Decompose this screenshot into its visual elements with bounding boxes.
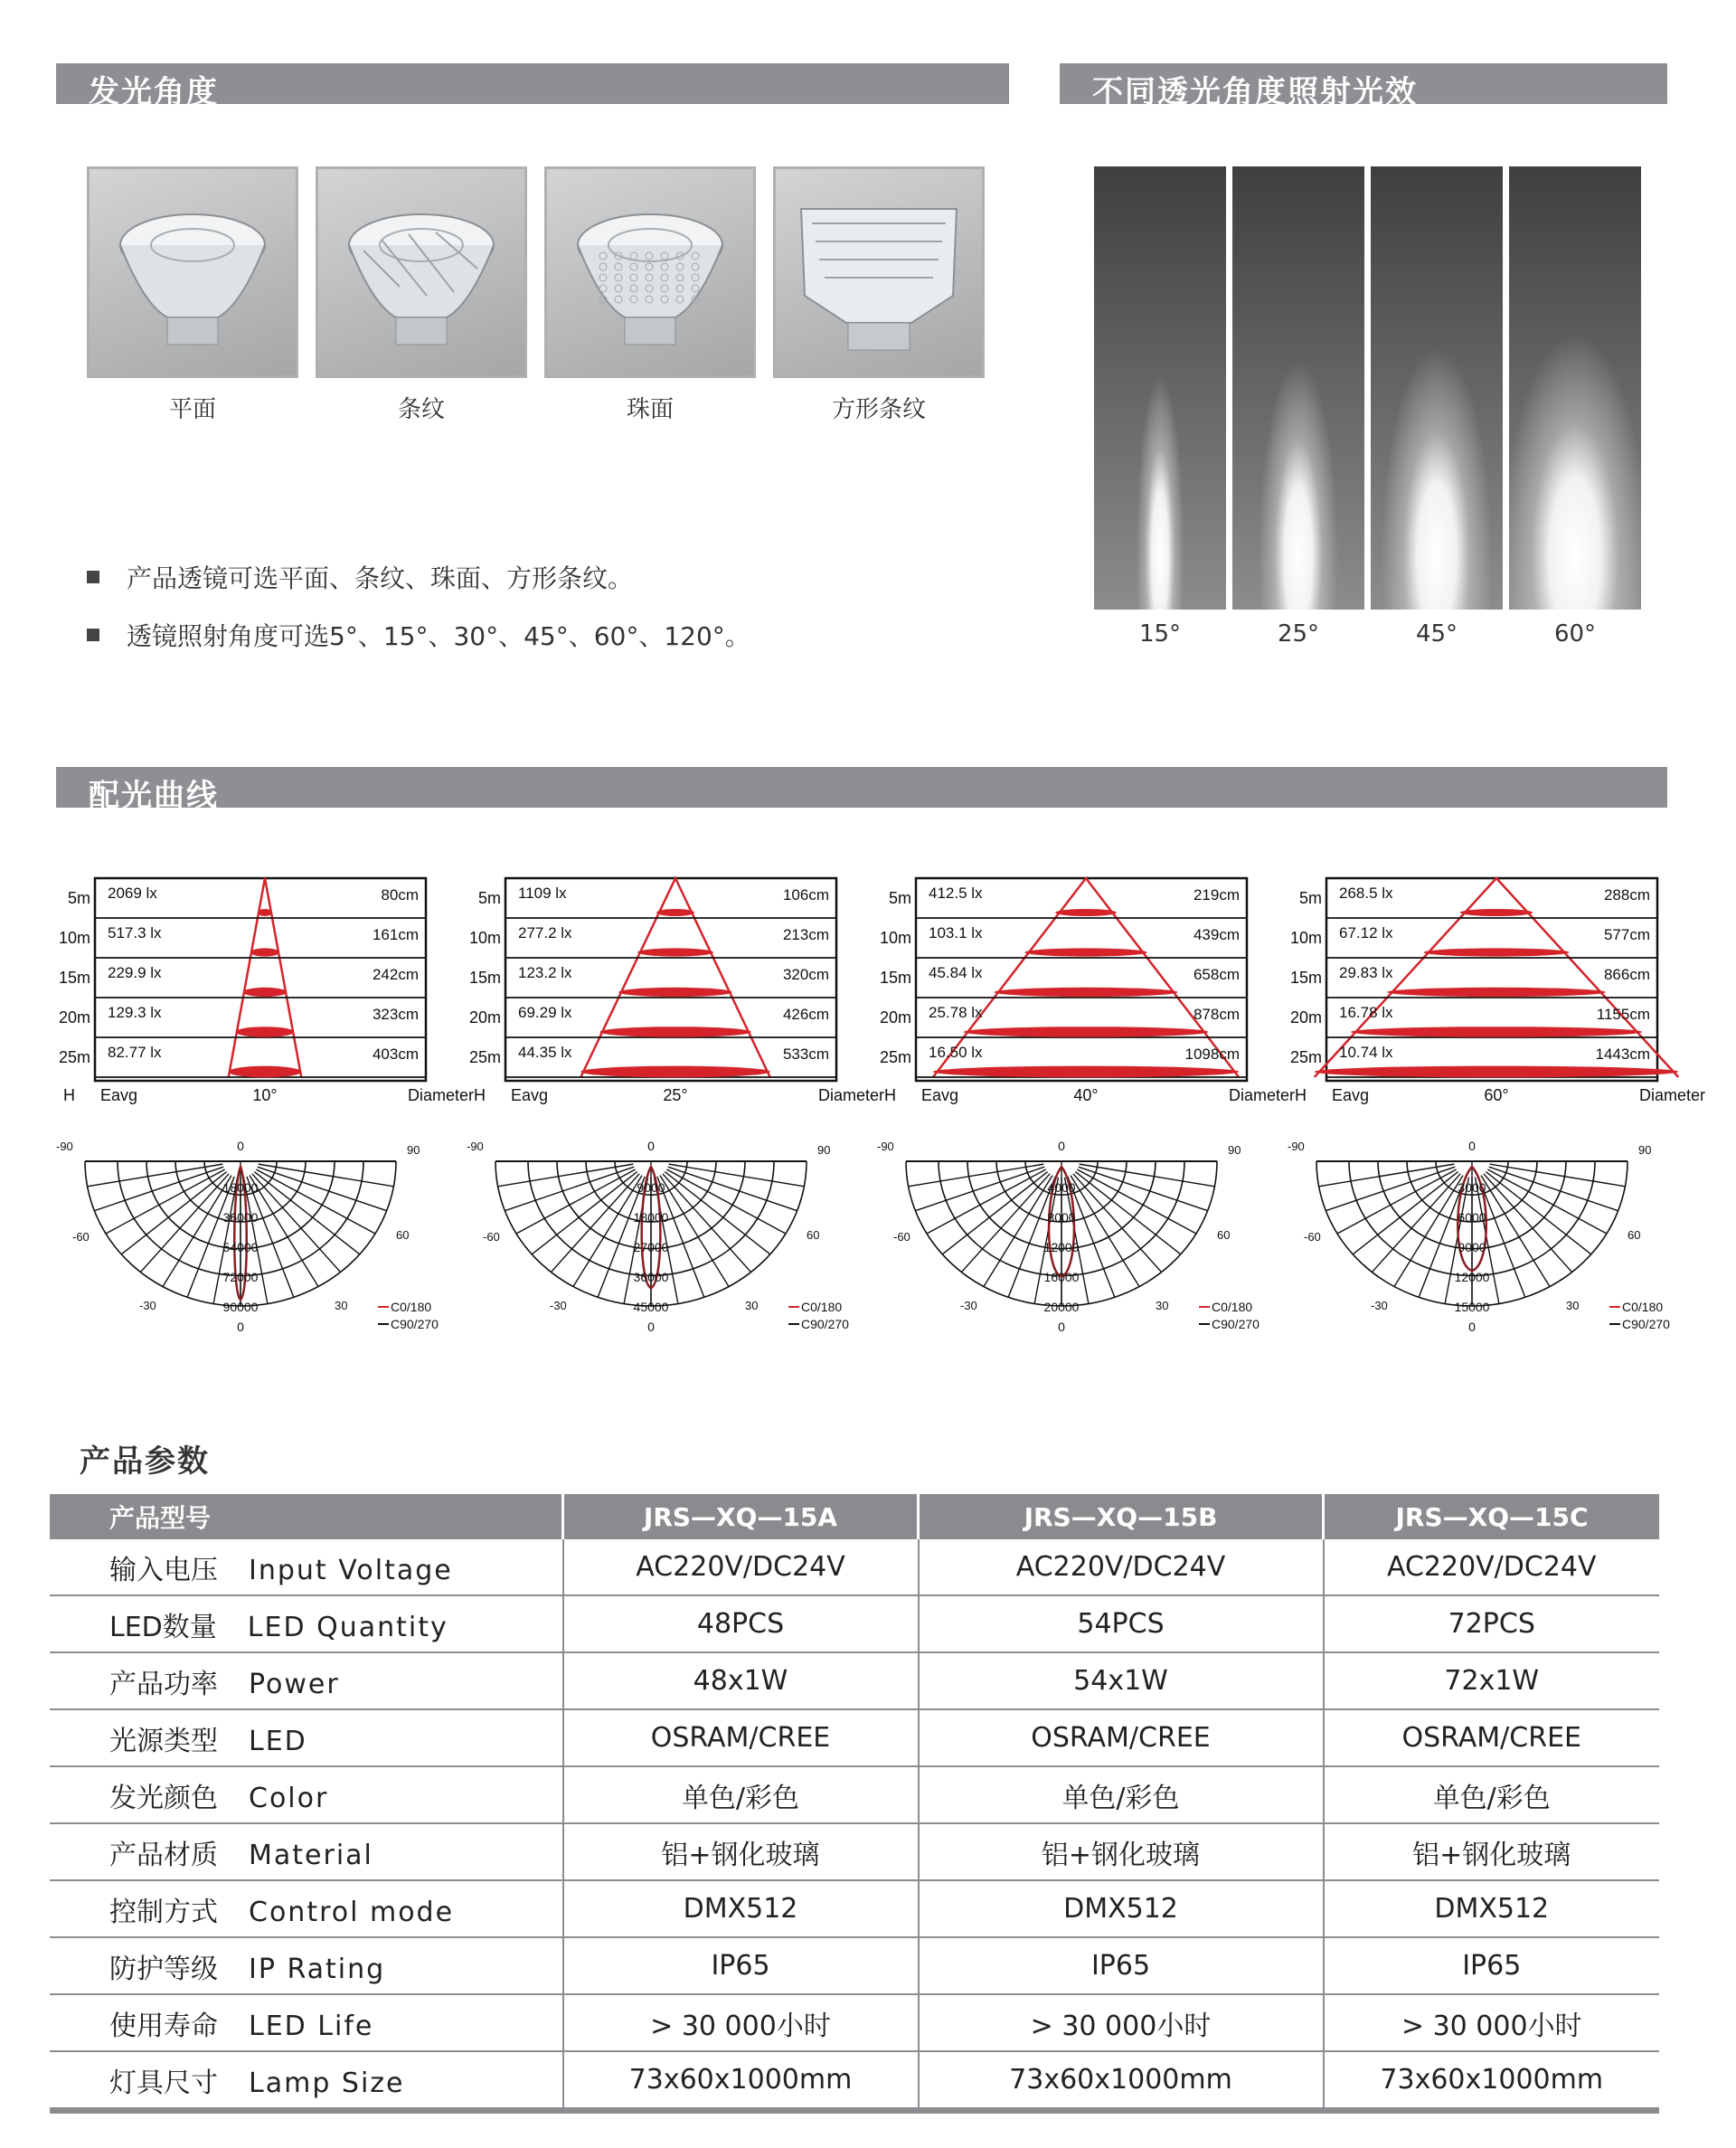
eavg-value: 16.78 lx <box>1339 1004 1393 1021</box>
height-label: 15m <box>1289 969 1322 987</box>
illuminance-ellipse <box>656 909 694 916</box>
lens-illustration <box>318 169 524 375</box>
polar-angle-label: -30 <box>139 1299 156 1312</box>
lens-photo <box>87 166 298 378</box>
illuminance-ellipse <box>1024 948 1146 956</box>
illuminance-ellipse <box>1387 988 1606 997</box>
header-15c: JRS—XQ—15C <box>1324 1494 1660 1539</box>
polar-spoke <box>106 1169 225 1234</box>
param-name-en: IP Rating <box>249 1953 386 1985</box>
polar-angle-label: 30 <box>745 1299 759 1312</box>
diameter-value: 106cm <box>782 886 829 904</box>
polar-angle-label: 60 <box>807 1228 820 1242</box>
diameter-value: 403cm <box>372 1046 419 1063</box>
polar-spoke <box>666 1169 786 1234</box>
height-label: 5m <box>888 889 911 907</box>
polar-angle-label: 30 <box>1566 1299 1580 1312</box>
bullet-square-icon <box>87 629 99 641</box>
illuminance-ellipse <box>258 909 272 916</box>
diameter-axis-label: Diameter <box>817 1086 884 1104</box>
lens-photo <box>316 166 527 378</box>
param-value: 48PCS <box>563 1595 919 1652</box>
illuminance-ellipse <box>964 1027 1209 1037</box>
param-name-cn: 光源类型 <box>109 1725 218 1757</box>
eavg-axis-label: Eavg <box>921 1086 959 1104</box>
param-value: > 30 000小时 <box>919 1994 1324 2051</box>
height-label: 15m <box>58 969 90 987</box>
eavg-value: 229.9 lx <box>108 964 162 981</box>
h-axis-label: H <box>1295 1086 1307 1104</box>
polar-angle-label: -90 <box>1288 1141 1305 1153</box>
diameter-value: 161cm <box>372 926 419 943</box>
param-value: 72PCS <box>1324 1595 1660 1652</box>
polar-angle-label: 0 <box>1058 1141 1065 1153</box>
param-name-en: LED <box>249 1725 307 1757</box>
param-value: 48x1W <box>563 1652 919 1709</box>
diameter-value: 242cm <box>372 966 419 983</box>
polar-angle-label: -60 <box>893 1230 910 1244</box>
param-name-cn: 输入电压 <box>109 1554 218 1586</box>
polar-spoke <box>256 1169 375 1234</box>
param-name-cell <box>50 2051 563 2111</box>
param-name-cn: 发光颜色 <box>109 1782 218 1814</box>
polar-chart <box>463 1141 888 1340</box>
legend-label: C0/180 <box>391 1300 432 1314</box>
h-axis-label: H <box>63 1086 75 1104</box>
diameter-axis-label: Diameter <box>1638 1086 1705 1104</box>
polar-angle-label: 60 <box>1217 1228 1231 1242</box>
param-value: 单色/彩色 <box>563 1766 919 1823</box>
polar-scale-label: 15000 <box>1454 1300 1490 1314</box>
param-name-cn: 产品功率 <box>109 1668 218 1700</box>
legend-label: C90/270 <box>391 1317 439 1331</box>
polar-spoke <box>1080 1164 1215 1187</box>
polar-angle-label: 0 <box>237 1141 244 1153</box>
diameter-value: 320cm <box>782 966 829 983</box>
illuminance-ellipse <box>580 1066 769 1078</box>
polar-spoke <box>573 1176 642 1287</box>
bullet-beam-angles <box>87 617 750 653</box>
polar-angle-label: -30 <box>1371 1299 1388 1312</box>
beam-photo <box>1371 166 1503 610</box>
polar-scale-label: 54000 <box>222 1240 259 1254</box>
polar-angle-label: 30 <box>335 1299 348 1312</box>
eavg-value: 44.35 lx <box>518 1044 572 1061</box>
beam-photo <box>1094 166 1226 610</box>
param-value: DMX512 <box>1324 1880 1660 1937</box>
polar-scale-label: 12000 <box>1454 1270 1490 1284</box>
polar-spoke <box>1487 1169 1607 1234</box>
polar-angle-label: -90 <box>877 1141 894 1153</box>
diameter-value: 288cm <box>1603 886 1650 904</box>
eavg-value: 103.1 lx <box>929 924 983 942</box>
height-label: 25m <box>1289 1048 1322 1066</box>
diameter-value: 323cm <box>372 1006 419 1023</box>
param-name-cn: 防护等级 <box>109 1953 218 1985</box>
header-model: 产品型号 <box>50 1494 563 1539</box>
polar-spoke <box>1077 1169 1196 1234</box>
diameter-value: 1155cm <box>1596 1006 1650 1023</box>
polar-spoke <box>498 1164 634 1187</box>
param-name-en: Power <box>249 1668 340 1700</box>
section-title-beam-effect: 不同透光角度照射光效 <box>1092 74 1418 110</box>
lens-photo <box>773 166 985 378</box>
eavg-value: 69.29 lx <box>518 1004 572 1021</box>
param-value: 54x1W <box>919 1652 1324 1709</box>
params-row <box>50 1709 1659 1766</box>
polar-scale-label: 16000 <box>1043 1270 1080 1284</box>
beam-angle-label: 60° <box>1553 620 1597 648</box>
height-label: 5m <box>67 889 90 907</box>
polar-chart <box>1284 1141 1709 1340</box>
params-row <box>50 1766 1659 1823</box>
param-value: 铝+钢化玻璃 <box>1324 1823 1660 1880</box>
lens-illustration <box>776 169 982 375</box>
polar-angle-label: 0 <box>647 1320 655 1334</box>
illuminance-ellipse <box>599 1027 750 1037</box>
eavg-axis-label: Eavg <box>100 1086 138 1104</box>
param-value: OSRAM/CREE <box>563 1709 919 1766</box>
header-15b: JRS—XQ—15B <box>919 1494 1324 1539</box>
params-row <box>50 1652 1659 1709</box>
polar-angle-label: -60 <box>483 1230 500 1244</box>
height-label: 10m <box>468 929 501 947</box>
param-value: 54PCS <box>919 1595 1324 1652</box>
distribution-chart <box>52 873 477 1108</box>
param-value: 铝+钢化玻璃 <box>919 1823 1324 1880</box>
beam-cone <box>580 878 769 1077</box>
eavg-value: 67.12 lx <box>1339 924 1393 942</box>
param-name-cn: LED数量 <box>109 1611 217 1643</box>
lens-photo <box>544 166 756 378</box>
height-label: 5m <box>1298 889 1322 907</box>
polar-scale-label: 18000 <box>633 1210 669 1225</box>
param-value: 72x1W <box>1324 1652 1660 1709</box>
param-value: AC220V/DC24V <box>563 1539 919 1595</box>
height-label: 10m <box>58 929 90 947</box>
param-name-cell <box>50 1595 563 1652</box>
bullet-lens-types <box>87 559 633 595</box>
params-row <box>50 1823 1659 1880</box>
polar-angle-label: -60 <box>1304 1230 1321 1244</box>
polar-spoke <box>88 1164 223 1187</box>
height-label: 20m <box>879 1008 911 1027</box>
param-name-cell <box>50 1994 563 2051</box>
polar-scale-label: 36000 <box>633 1270 669 1284</box>
section-title-distribution: 配光曲线 <box>89 778 219 814</box>
bullet-square-icon <box>87 571 99 583</box>
diameter-value: 866cm <box>1603 966 1650 983</box>
param-value: 单色/彩色 <box>919 1766 1324 1823</box>
beam-angle-label: 45° <box>1415 620 1458 648</box>
legend-label: C90/270 <box>1622 1317 1670 1331</box>
polar-spoke <box>669 1164 805 1187</box>
param-name-cell <box>50 1652 563 1709</box>
eavg-value: 29.83 lx <box>1339 964 1393 981</box>
param-name-en: Material <box>249 1839 373 1871</box>
param-name-en: Lamp Size <box>249 2067 405 2099</box>
legend-label: C90/270 <box>1212 1317 1260 1331</box>
polar-angle-label: 90 <box>407 1143 420 1157</box>
illuminance-ellipse <box>243 988 287 997</box>
polar-scale-label: 36000 <box>222 1210 259 1225</box>
legend-label: C0/180 <box>1622 1300 1664 1314</box>
params-row <box>50 1937 1659 1994</box>
eavg-value: 82.77 lx <box>108 1044 162 1061</box>
section-bar-emit-angle <box>56 63 1009 110</box>
polar-scale-label: 72000 <box>222 1270 259 1284</box>
params-header-row <box>50 1494 1659 1539</box>
lens-illustration <box>90 169 296 375</box>
param-value: IP65 <box>1324 1937 1660 1994</box>
eavg-value: 517.3 lx <box>108 924 162 942</box>
param-value: > 30 000小时 <box>563 1994 919 2051</box>
param-name-en: Input Voltage <box>249 1554 453 1586</box>
legend-label: C0/180 <box>801 1300 843 1314</box>
param-name-cn: 灯具尺寸 <box>109 2067 218 2099</box>
diameter-value: 577cm <box>1603 926 1650 943</box>
beam-angle-label: 15° <box>1138 620 1182 648</box>
height-label: 25m <box>879 1048 911 1066</box>
polar-angle-label: 90 <box>1228 1143 1241 1157</box>
param-value: IP65 <box>919 1937 1324 1994</box>
illuminance-ellipse <box>995 988 1178 997</box>
polar-scale-label: 6000 <box>1458 1210 1486 1225</box>
eavg-value: 268.5 lx <box>1339 885 1393 902</box>
params-row <box>50 1880 1659 1937</box>
illuminance-ellipse <box>1351 1027 1642 1037</box>
polar-spoke <box>1319 1164 1455 1187</box>
legend-label: C90/270 <box>801 1317 849 1331</box>
section-title-emit-angle: 发光角度 <box>89 74 219 110</box>
beam-photo <box>1232 166 1364 610</box>
illuminance-ellipse <box>1423 948 1569 956</box>
polar-angle-label: 0 <box>1468 1320 1476 1334</box>
eavg-value: 277.2 lx <box>518 924 572 942</box>
param-name-en: Color <box>249 1782 329 1814</box>
polar-spoke <box>1071 1176 1139 1287</box>
polar-spoke <box>927 1169 1046 1234</box>
lens-label: 平面 <box>168 396 216 423</box>
illuminance-ellipse <box>250 948 279 956</box>
eavg-value: 45.84 lx <box>929 964 983 981</box>
diameter-value: 219cm <box>1193 886 1240 904</box>
diameter-value: 213cm <box>782 926 829 943</box>
polar-spoke <box>1490 1164 1626 1187</box>
polar-scale-label: 27000 <box>633 1240 669 1254</box>
eavg-value: 10.74 lx <box>1339 1044 1393 1061</box>
height-label: 15m <box>879 969 911 987</box>
eavg-value: 123.2 lx <box>518 964 572 981</box>
legend-label: C0/180 <box>1212 1300 1253 1314</box>
polar-scale-label: 45000 <box>633 1300 669 1314</box>
polar-scale-label: 3000 <box>1458 1180 1486 1195</box>
illuminance-ellipse <box>236 1027 294 1037</box>
polar-spoke <box>1481 1176 1550 1287</box>
lens-label: 珠面 <box>626 396 674 423</box>
param-name-cell <box>50 1766 563 1823</box>
diameter-value: 80cm <box>381 886 419 904</box>
polar-spoke <box>1337 1169 1457 1234</box>
bullet-text: 产品透镜可选平面、条纹、珠面、方形条纹。 <box>127 563 634 593</box>
polar-scale-label: 8000 <box>1047 1210 1076 1225</box>
polar-spoke <box>660 1176 729 1287</box>
param-name-en: LED Quantity <box>247 1611 448 1643</box>
polar-angle-label: 60 <box>1628 1228 1641 1242</box>
param-value: 单色/彩色 <box>1324 1766 1660 1823</box>
diameter-value: 878cm <box>1193 1006 1240 1023</box>
diameter-value: 426cm <box>782 1006 829 1023</box>
height-label: 20m <box>58 1008 90 1027</box>
param-value: 73x60x1000mm <box>1324 2051 1660 2111</box>
height-label: 20m <box>1289 1008 1322 1027</box>
polar-spoke <box>163 1176 231 1287</box>
polar-angle-label: 30 <box>1156 1299 1169 1312</box>
height-label: 10m <box>1289 929 1322 947</box>
param-value: OSRAM/CREE <box>919 1709 1324 1766</box>
eavg-value: 16.50 lx <box>929 1044 983 1061</box>
diameter-value: 1443cm <box>1595 1046 1650 1063</box>
eavg-value: 1109 lx <box>518 885 567 902</box>
section-bar-beam-effect <box>1060 63 1667 110</box>
polar-chart <box>873 1141 1298 1340</box>
param-value: DMX512 <box>919 1880 1324 1937</box>
polar-spoke <box>1394 1176 1463 1287</box>
polar-angle-label: -30 <box>960 1299 977 1312</box>
params-row <box>50 1994 1659 2051</box>
distribution-chart <box>463 873 888 1108</box>
illuminance-ellipse <box>1315 1066 1679 1078</box>
params-row <box>50 1595 1659 1652</box>
beam-angle: 40° <box>1073 1086 1099 1104</box>
diameter-value: 1098cm <box>1184 1046 1240 1063</box>
illuminance-ellipse <box>637 948 713 956</box>
diameter-value: 658cm <box>1193 966 1240 983</box>
polar-scale-label: 18000 <box>222 1180 259 1195</box>
polar-angle-label: 90 <box>817 1143 831 1157</box>
beam-angle: 60° <box>1484 1086 1509 1104</box>
lens-label: 方形条纹 <box>831 396 926 423</box>
params-title: 产品参数 <box>80 1443 210 1480</box>
param-value: IP65 <box>563 1937 919 1994</box>
eavg-value: 412.5 lx <box>929 885 983 902</box>
param-value: 73x60x1000mm <box>919 2051 1324 2111</box>
distribution-chart <box>873 873 1298 1108</box>
header-15a: JRS—XQ—15A <box>563 1494 919 1539</box>
diameter-axis-label: Diameter <box>1228 1086 1295 1104</box>
param-name-cell <box>50 1709 563 1766</box>
section-bar-distribution <box>56 767 1667 814</box>
polar-scale-label: 90000 <box>222 1300 259 1314</box>
param-value: 73x60x1000mm <box>563 2051 919 2111</box>
params-row <box>50 1539 1659 1595</box>
params-table <box>50 1494 1659 2114</box>
height-label: 10m <box>879 929 911 947</box>
param-value: DMX512 <box>563 1880 919 1937</box>
beam-photo <box>1509 166 1641 610</box>
eavg-axis-label: Eavg <box>1332 1086 1370 1104</box>
lens-illustration <box>547 169 753 375</box>
param-name-en: Control mode <box>249 1896 455 1928</box>
height-label: 15m <box>468 969 501 987</box>
polar-spoke <box>984 1176 1052 1287</box>
illuminance-ellipse <box>933 1066 1239 1078</box>
param-value: OSRAM/CREE <box>1324 1709 1660 1766</box>
param-name-cn: 产品材质 <box>109 1839 218 1871</box>
height-label: 25m <box>58 1048 90 1066</box>
diameter-value: 439cm <box>1193 926 1240 943</box>
param-name-cell <box>50 1823 563 1880</box>
param-name-cn: 控制方式 <box>109 1896 218 1928</box>
polar-scale-label: 9000 <box>1458 1240 1486 1254</box>
eavg-axis-label: Eavg <box>511 1086 549 1104</box>
polar-angle-label: -90 <box>467 1141 484 1153</box>
eavg-value: 129.3 lx <box>108 1004 162 1021</box>
polar-angle-label: 60 <box>396 1228 410 1242</box>
param-name-cell <box>50 1937 563 1994</box>
height-label: 20m <box>468 1008 501 1027</box>
param-name-cn: 使用寿命 <box>109 2010 218 2042</box>
height-label: 5m <box>477 889 501 907</box>
height-label: 25m <box>468 1048 501 1066</box>
lens-label: 条纹 <box>397 396 445 423</box>
param-value: > 30 000小时 <box>1324 1994 1660 2051</box>
param-name-cell <box>50 1539 563 1595</box>
illuminance-ellipse <box>1055 909 1117 916</box>
illuminance-ellipse <box>618 988 732 997</box>
param-value: 铝+钢化玻璃 <box>563 1823 919 1880</box>
illuminance-ellipse <box>1460 909 1533 916</box>
beam-angle: 25° <box>663 1086 688 1104</box>
polar-angle-label: 0 <box>1058 1320 1065 1334</box>
h-axis-label: H <box>884 1086 896 1104</box>
polar-angle-label: 0 <box>1468 1141 1476 1153</box>
param-value: AC220V/DC24V <box>1324 1539 1660 1595</box>
distribution-chart <box>1284 873 1709 1108</box>
polar-spoke <box>259 1164 394 1187</box>
beam-cone <box>229 878 302 1077</box>
polar-spoke <box>516 1169 636 1234</box>
params-row <box>50 2051 1659 2111</box>
beam-angle-label: 25° <box>1277 620 1320 648</box>
illuminance-ellipse <box>229 1066 302 1078</box>
polar-scale-label: 20000 <box>1043 1300 1080 1314</box>
polar-angle-label: -60 <box>72 1230 90 1244</box>
polar-spoke <box>250 1176 318 1287</box>
param-name-cell <box>50 1880 563 1937</box>
h-axis-label: H <box>474 1086 486 1104</box>
bullet-text: 透镜照射角度可选5°、15°、30°、45°、60°、120°。 <box>127 621 750 651</box>
polar-angle-label: 0 <box>647 1141 655 1153</box>
polar-angle-label: -90 <box>56 1141 73 1153</box>
diameter-axis-label: Diameter <box>407 1086 474 1104</box>
eavg-value: 2069 lx <box>108 885 157 902</box>
polar-angle-label: -30 <box>550 1299 567 1312</box>
eavg-value: 25.78 lx <box>929 1004 983 1021</box>
param-name-en: LED Life <box>249 2010 374 2042</box>
polar-scale-label: 4000 <box>1047 1180 1076 1195</box>
polar-angle-label: 0 <box>237 1320 244 1334</box>
diameter-value: 533cm <box>782 1046 829 1063</box>
polar-scale-label: 9000 <box>637 1180 665 1195</box>
polar-spoke <box>909 1164 1044 1187</box>
beam-angle: 10° <box>252 1086 278 1104</box>
polar-scale-label: 12000 <box>1043 1240 1080 1254</box>
polar-chart <box>52 1141 477 1340</box>
param-value: AC220V/DC24V <box>919 1539 1324 1595</box>
polar-angle-label: 90 <box>1638 1143 1652 1157</box>
